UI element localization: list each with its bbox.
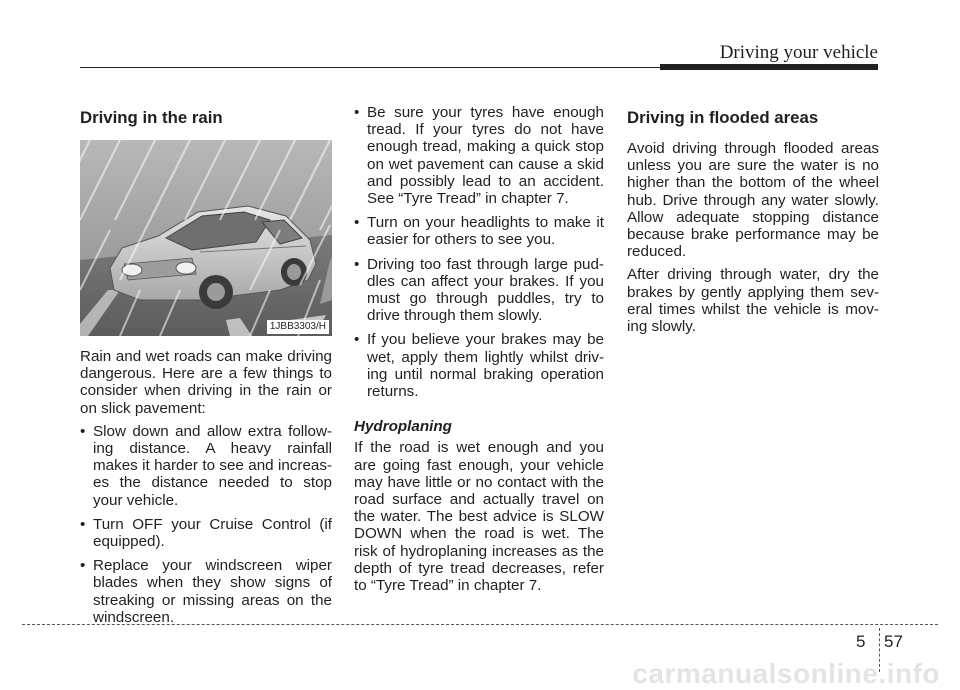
list-item: • Be sure your tyres have enough tread. If your tyres do not have enough tread, making a quick stop on wet pavement can cause a skid and possibly lead to an accident. See “Tyre Tread” in chapter 7. (354, 104, 604, 207)
page-number: 57 (884, 632, 903, 651)
list-item: • Replace your windscreen wiper blades when they show signs of streaking or missing areas on the windscreen. (80, 557, 332, 626)
subheading-hydroplaning: Hydroplaning (354, 418, 452, 436)
rain-intro-paragraph: Rain and wet roads can make driving dangerous. Here are a few things to consider when driving in the rain or on slick pavement: (80, 348, 332, 417)
header-rule-thick (660, 64, 878, 70)
page-chapter-number: 5 (856, 632, 866, 651)
list-item: • If you believe your brakes may be wet, apply them lightly whilst driv-ing until normal braking operation returns. (354, 331, 604, 400)
list-item: • Driving too fast through large pud-dles can affect your brakes. If you must go through puddles, try to drive through them slowly. (354, 256, 604, 325)
header-rule-thin (80, 67, 665, 68)
list-item: • Turn on your headlights to make it easier for others to see you. (354, 214, 604, 248)
list-item: • Turn OFF your Cruise Control (if equipped). (80, 516, 332, 550)
heading-flooded-areas: Driving in flooded areas (627, 108, 819, 127)
list-item: • Slow down and allow extra follow-ing distance. A heavy rainfall makes it harder to see and increas-es the distance needed to stop your vehicle. (80, 423, 332, 509)
flooded-paragraph-1: Avoid driving through flooded areas unless you are sure the water is no higher than the bottom of the wheel hub. Drive through any water slowly. Allow adequate stopping distance because brake performance may be reduced. (627, 140, 879, 261)
heading-driving-in-rain: Driving in the rain (80, 108, 223, 127)
footer-dashed-rule (22, 624, 938, 625)
rain-car-drawing (80, 140, 332, 336)
flooded-paragraph-2: After driving through water, dry the brakes by gently applying them sev-eral times whilst the vehicle is mov-ing slowly. (627, 266, 879, 336)
section-header-title: Driving your vehicle (719, 42, 878, 63)
column-right (627, 104, 879, 341)
rain-tips-list-continued (354, 104, 604, 400)
figure-code: 1JBB3303/H (267, 320, 329, 334)
watermark: carmanualsonline.info (632, 658, 940, 689)
column-middle (354, 104, 604, 600)
rain-tips-list (80, 423, 332, 626)
rain-car-illustration (80, 140, 332, 336)
hydroplaning-paragraph: If the road is wet enough and you are going fast enough, your vehicle may have little or no contact with the road surface and actually travel on the water. The best advice is SLOW DOWN when the road is wet. The risk of hydroplaning increases as the depth of tyre tread decreases, refer to “Tyre Tread” in chapter 7. (354, 439, 604, 595)
column-left (80, 104, 332, 633)
